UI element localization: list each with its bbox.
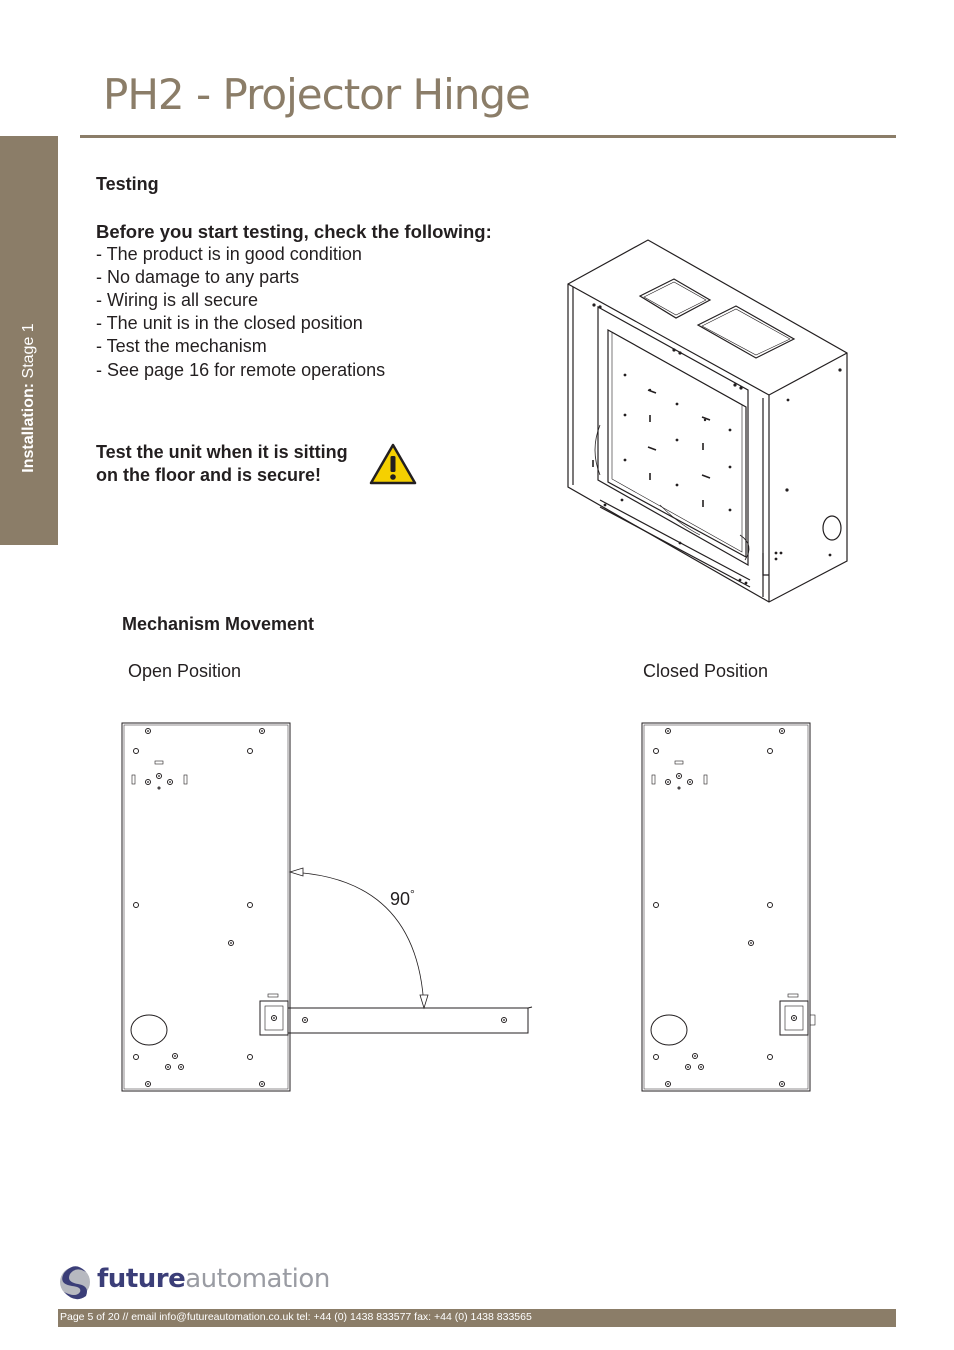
- checklist-item: - The unit is in the closed position: [96, 313, 363, 333]
- open-position-label: Open Position: [128, 661, 242, 681]
- section-side-tab: [0, 136, 58, 545]
- logo-text-future: future: [97, 1264, 186, 1294]
- page-title: PH2 - Projector Hinge: [103, 70, 530, 119]
- angle-value: 90: [390, 889, 411, 909]
- logo-text-automation: automation: [185, 1264, 330, 1294]
- angle-label: [390, 887, 415, 910]
- checklist-item: - The product is in good condition: [96, 244, 362, 264]
- projector-hinge-isometric-drawing: [560, 235, 860, 610]
- testing-heading: Testing: [96, 174, 159, 194]
- checklist-item: - Test the mechanism: [96, 336, 267, 356]
- mechanism-heading: Mechanism Movement: [122, 614, 315, 634]
- future-automation-logo-icon: [56, 1262, 96, 1302]
- angle-unit: °: [410, 887, 415, 901]
- company-logo-text: [97, 1264, 330, 1294]
- checklist-item: - No damage to any parts: [96, 267, 300, 287]
- checklist-item: - See page 16 for remote operations: [96, 360, 386, 380]
- closed-position-drawing: [638, 718, 823, 1098]
- footer-contact-text: Page 5 of 20 // email info@futureautomation.co.uk tel: +44 (0) 1438 833577 fax: +44 (0) 1438 833565: [60, 1311, 532, 1323]
- warning-text-line1: Test the unit when it is sitting: [96, 442, 348, 462]
- checklist-item: - Wiring is all secure: [96, 290, 259, 310]
- section-label-bold: Installation:: [20, 382, 37, 473]
- section-label: [20, 323, 38, 472]
- closed-position-label: Closed Position: [643, 661, 769, 681]
- section-label-stage: Stage 1: [20, 323, 37, 383]
- warning-text-line2: on the floor and is secure!: [96, 465, 322, 485]
- checklist-heading: Before you start testing, check the following:: [96, 221, 492, 242]
- title-divider: [80, 135, 896, 138]
- open-position-drawing: [118, 718, 538, 1098]
- warning-icon: [368, 442, 418, 486]
